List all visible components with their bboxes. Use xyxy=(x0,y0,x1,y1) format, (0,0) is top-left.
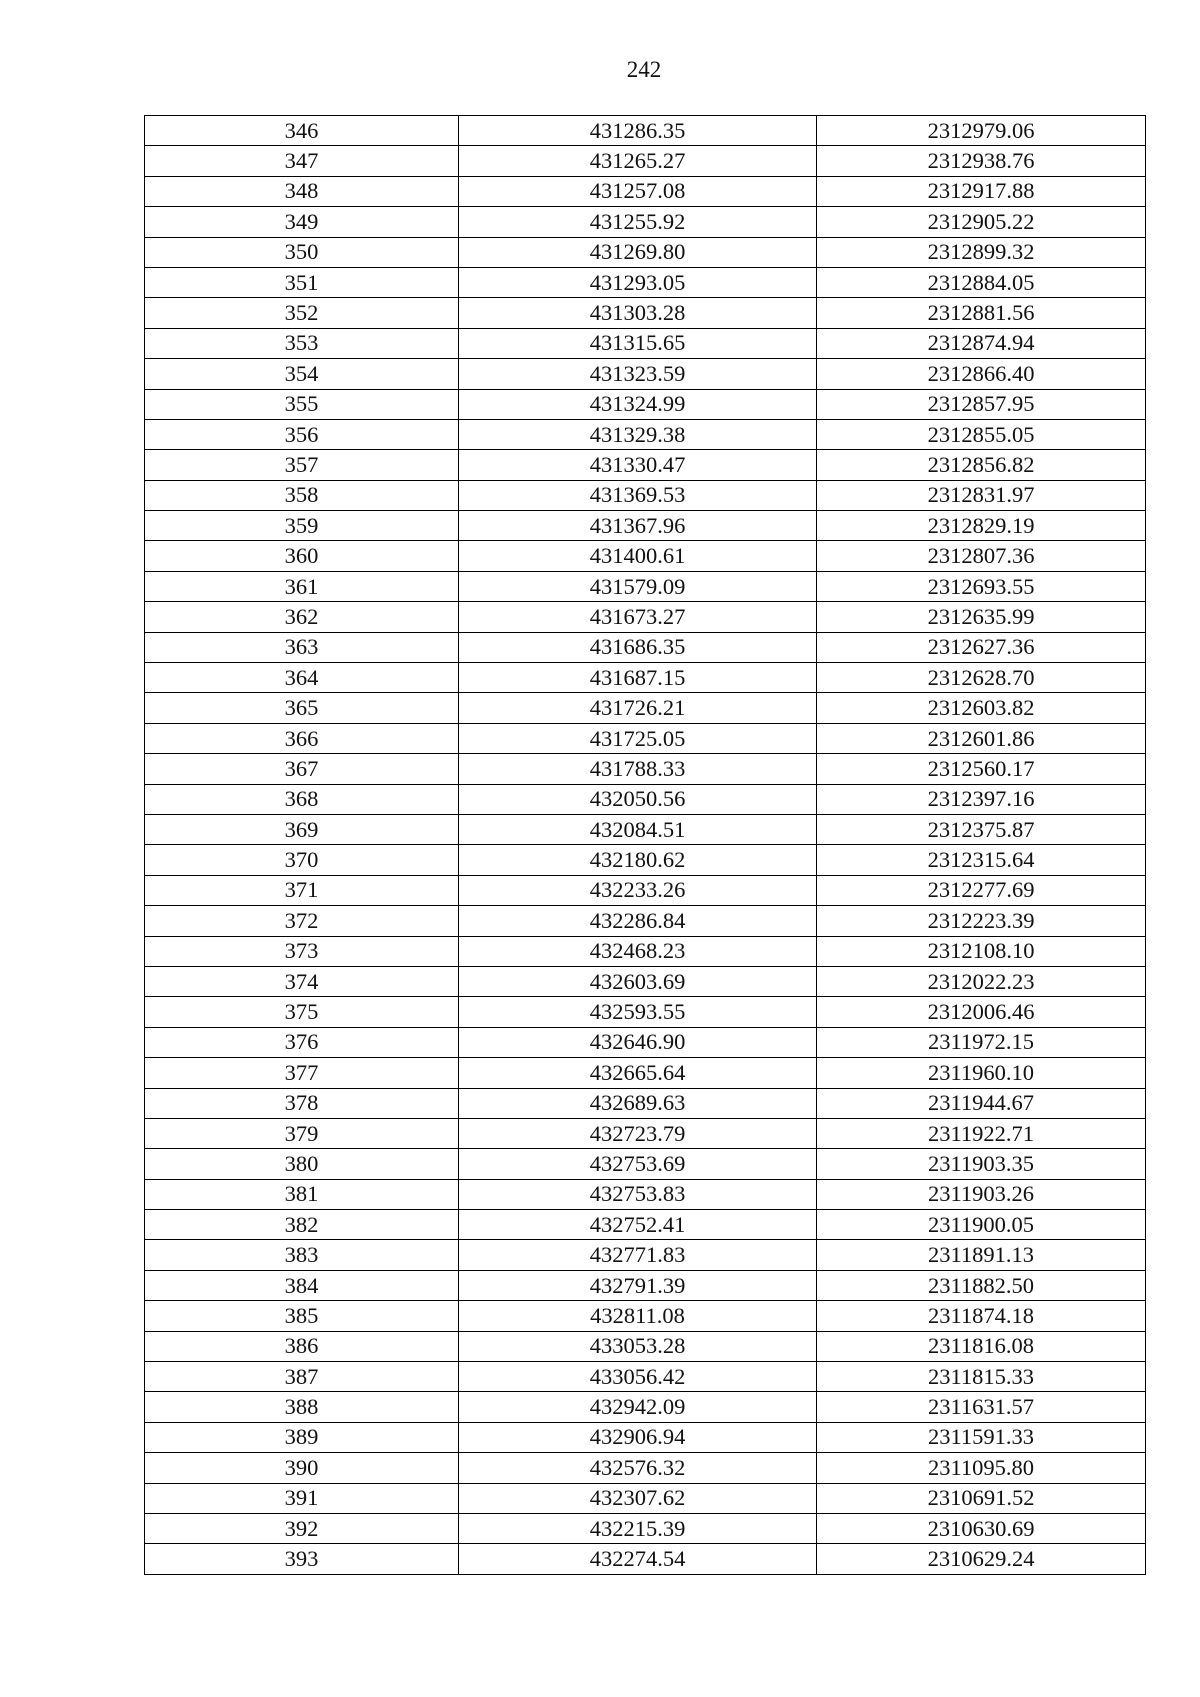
y-coordinate-cell: 2312635.99 xyxy=(817,602,1146,632)
x-coordinate-cell: 431323.59 xyxy=(459,359,817,389)
table-row xyxy=(145,632,1146,662)
y-coordinate-cell: 2312829.19 xyxy=(817,511,1146,541)
y-coordinate-cell: 2312397.16 xyxy=(817,784,1146,814)
x-coordinate-cell: 431400.61 xyxy=(459,541,817,571)
table-row xyxy=(145,1027,1146,1057)
table-row xyxy=(145,267,1146,297)
point-number-cell: 374 xyxy=(145,966,459,996)
y-coordinate-cell: 2311891.13 xyxy=(817,1240,1146,1270)
table-row xyxy=(145,1270,1146,1300)
x-coordinate-cell: 432233.26 xyxy=(459,875,817,905)
x-coordinate-cell: 431686.35 xyxy=(459,632,817,662)
y-coordinate-cell: 2312315.64 xyxy=(817,845,1146,875)
point-number-cell: 381 xyxy=(145,1179,459,1209)
table-row xyxy=(145,1392,1146,1422)
x-coordinate-cell: 433056.42 xyxy=(459,1362,817,1392)
point-number-cell: 355 xyxy=(145,389,459,419)
y-coordinate-cell: 2311095.80 xyxy=(817,1453,1146,1483)
x-coordinate-cell: 431725.05 xyxy=(459,723,817,753)
x-coordinate-cell: 433053.28 xyxy=(459,1331,817,1361)
table-row xyxy=(145,541,1146,571)
x-coordinate-cell: 432180.62 xyxy=(459,845,817,875)
y-coordinate-cell: 2311944.67 xyxy=(817,1088,1146,1118)
x-coordinate-cell: 431324.99 xyxy=(459,389,817,419)
x-coordinate-cell: 432084.51 xyxy=(459,814,817,844)
y-coordinate-cell: 2312223.39 xyxy=(817,906,1146,936)
point-number-cell: 350 xyxy=(145,237,459,267)
y-coordinate-cell: 2312899.32 xyxy=(817,237,1146,267)
x-coordinate-cell: 431265.27 xyxy=(459,146,817,176)
table-row xyxy=(145,784,1146,814)
table-row xyxy=(145,1088,1146,1118)
point-number-cell: 346 xyxy=(145,116,459,146)
point-number-cell: 379 xyxy=(145,1118,459,1148)
x-coordinate-cell: 431673.27 xyxy=(459,602,817,632)
y-coordinate-cell: 2312022.23 xyxy=(817,966,1146,996)
x-coordinate-cell: 432307.62 xyxy=(459,1483,817,1513)
y-coordinate-cell: 2312601.86 xyxy=(817,723,1146,753)
table-row xyxy=(145,875,1146,905)
x-coordinate-cell: 431687.15 xyxy=(459,663,817,693)
table-row xyxy=(145,814,1146,844)
x-coordinate-cell: 432050.56 xyxy=(459,784,817,814)
y-coordinate-cell: 2312277.69 xyxy=(817,875,1146,905)
table-row xyxy=(145,298,1146,328)
point-number-cell: 360 xyxy=(145,541,459,571)
x-coordinate-cell: 431293.05 xyxy=(459,267,817,297)
point-number-cell: 369 xyxy=(145,814,459,844)
x-coordinate-cell: 432646.90 xyxy=(459,1027,817,1057)
y-coordinate-cell: 2311874.18 xyxy=(817,1301,1146,1331)
point-number-cell: 382 xyxy=(145,1210,459,1240)
point-number-cell: 352 xyxy=(145,298,459,328)
page-number: 242 xyxy=(626,57,662,82)
y-coordinate-cell: 2312856.82 xyxy=(817,450,1146,480)
table-row xyxy=(145,1301,1146,1331)
point-number-cell: 391 xyxy=(145,1483,459,1513)
y-coordinate-cell: 2311972.15 xyxy=(817,1027,1146,1057)
y-coordinate-cell: 2312560.17 xyxy=(817,754,1146,784)
point-number-cell: 361 xyxy=(145,571,459,601)
x-coordinate-cell: 432286.84 xyxy=(459,906,817,936)
x-coordinate-cell: 432753.83 xyxy=(459,1179,817,1209)
y-coordinate-cell: 2312627.36 xyxy=(817,632,1146,662)
point-number-cell: 386 xyxy=(145,1331,459,1361)
point-number-cell: 378 xyxy=(145,1088,459,1118)
x-coordinate-cell: 432468.23 xyxy=(459,936,817,966)
y-coordinate-cell: 2312884.05 xyxy=(817,267,1146,297)
x-coordinate-cell: 432274.54 xyxy=(459,1544,817,1574)
table-row xyxy=(145,602,1146,632)
table-row xyxy=(145,1422,1146,1452)
x-coordinate-cell: 431269.80 xyxy=(459,237,817,267)
point-number-cell: 347 xyxy=(145,146,459,176)
x-coordinate-cell: 432603.69 xyxy=(459,966,817,996)
y-coordinate-cell: 2310691.52 xyxy=(817,1483,1146,1513)
y-coordinate-cell: 2312874.94 xyxy=(817,328,1146,358)
x-coordinate-cell: 432753.69 xyxy=(459,1149,817,1179)
point-number-cell: 393 xyxy=(145,1544,459,1574)
point-number-cell: 370 xyxy=(145,845,459,875)
x-coordinate-cell: 432752.41 xyxy=(459,1210,817,1240)
table-row xyxy=(145,511,1146,541)
x-coordinate-cell: 432665.64 xyxy=(459,1058,817,1088)
table-row xyxy=(145,116,1146,146)
y-coordinate-cell: 2312693.55 xyxy=(817,571,1146,601)
table-row xyxy=(145,176,1146,206)
y-coordinate-cell: 2312807.36 xyxy=(817,541,1146,571)
table-row xyxy=(145,571,1146,601)
x-coordinate-cell: 432689.63 xyxy=(459,1088,817,1118)
y-coordinate-cell: 2311960.10 xyxy=(817,1058,1146,1088)
point-number-cell: 351 xyxy=(145,267,459,297)
point-number-cell: 383 xyxy=(145,1240,459,1270)
table-row xyxy=(145,1513,1146,1543)
table-row xyxy=(145,1362,1146,1392)
table-row xyxy=(145,723,1146,753)
y-coordinate-cell: 2312857.95 xyxy=(817,389,1146,419)
table-row xyxy=(145,906,1146,936)
y-coordinate-cell: 2312831.97 xyxy=(817,480,1146,510)
x-coordinate-cell: 431788.33 xyxy=(459,754,817,784)
y-coordinate-cell: 2310630.69 xyxy=(817,1513,1146,1543)
point-number-cell: 349 xyxy=(145,207,459,237)
table-row xyxy=(145,237,1146,267)
y-coordinate-cell: 2311882.50 xyxy=(817,1270,1146,1300)
point-number-cell: 362 xyxy=(145,602,459,632)
x-coordinate-cell: 432723.79 xyxy=(459,1118,817,1148)
x-coordinate-cell: 432942.09 xyxy=(459,1392,817,1422)
y-coordinate-cell: 2311922.71 xyxy=(817,1118,1146,1148)
x-coordinate-cell: 431330.47 xyxy=(459,450,817,480)
point-number-cell: 367 xyxy=(145,754,459,784)
table-row xyxy=(145,480,1146,510)
y-coordinate-cell: 2312375.87 xyxy=(817,814,1146,844)
point-number-cell: 359 xyxy=(145,511,459,541)
point-number-cell: 348 xyxy=(145,176,459,206)
table-row xyxy=(145,845,1146,875)
y-coordinate-cell: 2312905.22 xyxy=(817,207,1146,237)
y-coordinate-cell: 2311631.57 xyxy=(817,1392,1146,1422)
y-coordinate-cell: 2311900.05 xyxy=(817,1210,1146,1240)
table-row xyxy=(145,1331,1146,1361)
table-row xyxy=(145,663,1146,693)
point-number-cell: 365 xyxy=(145,693,459,723)
table-row xyxy=(145,754,1146,784)
y-coordinate-cell: 2312881.56 xyxy=(817,298,1146,328)
table-row xyxy=(145,1118,1146,1148)
point-number-cell: 389 xyxy=(145,1422,459,1452)
x-coordinate-cell: 431726.21 xyxy=(459,693,817,723)
coordinates-table-body xyxy=(145,116,1146,1575)
point-number-cell: 387 xyxy=(145,1362,459,1392)
y-coordinate-cell: 2311903.26 xyxy=(817,1179,1146,1209)
x-coordinate-cell: 432215.39 xyxy=(459,1513,817,1543)
x-coordinate-cell: 431369.53 xyxy=(459,480,817,510)
point-number-cell: 368 xyxy=(145,784,459,814)
y-coordinate-cell: 2312108.10 xyxy=(817,936,1146,966)
table-row xyxy=(145,450,1146,480)
x-coordinate-cell: 431329.38 xyxy=(459,419,817,449)
table-row xyxy=(145,1149,1146,1179)
point-number-cell: 376 xyxy=(145,1027,459,1057)
point-number-cell: 356 xyxy=(145,419,459,449)
y-coordinate-cell: 2311816.08 xyxy=(817,1331,1146,1361)
x-coordinate-cell: 431257.08 xyxy=(459,176,817,206)
point-number-cell: 354 xyxy=(145,359,459,389)
table-row xyxy=(145,936,1146,966)
x-coordinate-cell: 432771.83 xyxy=(459,1240,817,1270)
point-number-cell: 373 xyxy=(145,936,459,966)
point-number-cell: 353 xyxy=(145,328,459,358)
x-coordinate-cell: 431367.96 xyxy=(459,511,817,541)
y-coordinate-cell: 2312006.46 xyxy=(817,997,1146,1027)
table-row xyxy=(145,1453,1146,1483)
y-coordinate-cell: 2312628.70 xyxy=(817,663,1146,693)
table-row xyxy=(145,1058,1146,1088)
x-coordinate-cell: 432576.32 xyxy=(459,1453,817,1483)
x-coordinate-cell: 432811.08 xyxy=(459,1301,817,1331)
y-coordinate-cell: 2312866.40 xyxy=(817,359,1146,389)
table-row xyxy=(145,1179,1146,1209)
point-number-cell: 364 xyxy=(145,663,459,693)
y-coordinate-cell: 2312979.06 xyxy=(817,116,1146,146)
y-coordinate-cell: 2311903.35 xyxy=(817,1149,1146,1179)
table-row xyxy=(145,966,1146,996)
point-number-cell: 366 xyxy=(145,723,459,753)
y-coordinate-cell: 2312917.88 xyxy=(817,176,1146,206)
y-coordinate-cell: 2312938.76 xyxy=(817,146,1146,176)
x-coordinate-cell: 431303.28 xyxy=(459,298,817,328)
point-number-cell: 380 xyxy=(145,1149,459,1179)
table-row xyxy=(145,1544,1146,1574)
table-row xyxy=(145,207,1146,237)
point-number-cell: 371 xyxy=(145,875,459,905)
point-number-cell: 390 xyxy=(145,1453,459,1483)
point-number-cell: 372 xyxy=(145,906,459,936)
table-row xyxy=(145,1210,1146,1240)
y-coordinate-cell: 2311591.33 xyxy=(817,1422,1146,1452)
x-coordinate-cell: 431579.09 xyxy=(459,571,817,601)
y-coordinate-cell: 2312855.05 xyxy=(817,419,1146,449)
x-coordinate-cell: 432906.94 xyxy=(459,1422,817,1452)
point-number-cell: 388 xyxy=(145,1392,459,1422)
table-row xyxy=(145,419,1146,449)
point-number-cell: 384 xyxy=(145,1270,459,1300)
point-number-cell: 377 xyxy=(145,1058,459,1088)
table-row xyxy=(145,693,1146,723)
table-row xyxy=(145,146,1146,176)
table-row xyxy=(145,1240,1146,1270)
table-row xyxy=(145,1483,1146,1513)
table-row xyxy=(145,359,1146,389)
point-number-cell: 358 xyxy=(145,480,459,510)
coordinates-table xyxy=(144,115,1146,1575)
y-coordinate-cell: 2312603.82 xyxy=(817,693,1146,723)
point-number-cell: 363 xyxy=(145,632,459,662)
x-coordinate-cell: 432593.55 xyxy=(459,997,817,1027)
x-coordinate-cell: 431315.65 xyxy=(459,328,817,358)
y-coordinate-cell: 2310629.24 xyxy=(817,1544,1146,1574)
x-coordinate-cell: 432791.39 xyxy=(459,1270,817,1300)
table-row xyxy=(145,328,1146,358)
point-number-cell: 357 xyxy=(145,450,459,480)
point-number-cell: 375 xyxy=(145,997,459,1027)
table-row xyxy=(145,389,1146,419)
y-coordinate-cell: 2311815.33 xyxy=(817,1362,1146,1392)
x-coordinate-cell: 431255.92 xyxy=(459,207,817,237)
x-coordinate-cell: 431286.35 xyxy=(459,116,817,146)
point-number-cell: 392 xyxy=(145,1513,459,1543)
point-number-cell: 385 xyxy=(145,1301,459,1331)
table-row xyxy=(145,997,1146,1027)
